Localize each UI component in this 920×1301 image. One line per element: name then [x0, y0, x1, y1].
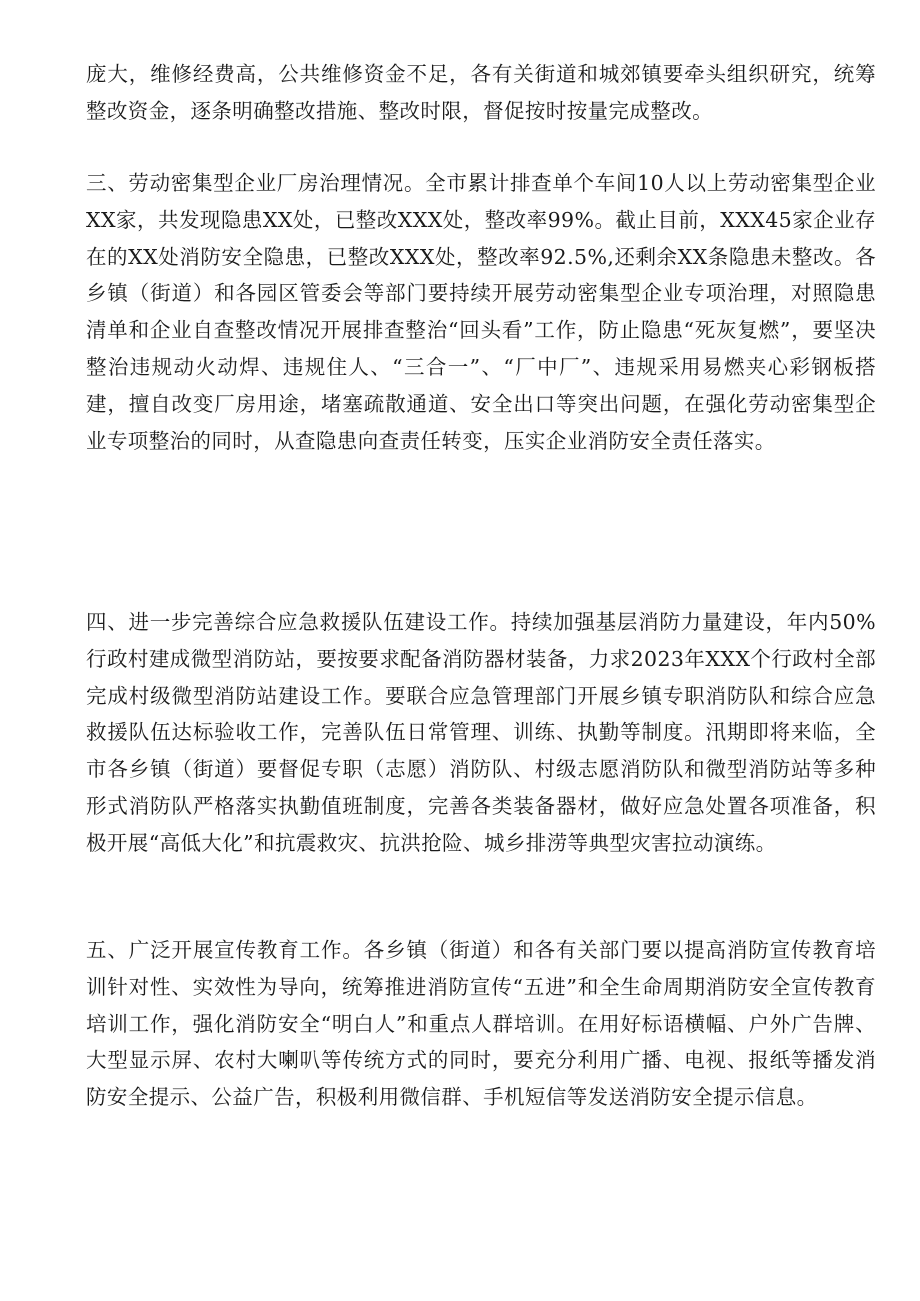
paragraph-continuation: 庞大，维修经费高，公共维修资金不足，各有关街道和城郊镇要牵头组织研究，统筹整改资金，逐条明确整改措施、整改时限，督促按时按量完成整改。	[86, 62, 876, 123]
paragraph-section-5-publicity-education: 五、广泛开展宣传教育工作。各乡镇（街道）和各有关部门要以提高消防宣传教育培训针对性、实效性为导向，统筹推进消防宣传“五进”和全生命周期消防安全宣传教育培训工作，强化消防安全“明白人”和重点人群培训。在用好标语横幅、户外广告牌、大型显示屏、农村大喇叭等传统方式的同时，要充分利用广播、电视、报纸等播发消防安全提示、公益广告，积极利用微信群、手机短信等发送消防安全提示信息。	[86, 938, 876, 1110]
paragraph-section-4-rescue-teams: 四、进一步完善综合应急救援队伍建设工作。持续加强基层消防力量建设，年内50%行政村建成微型消防站，要按要求配备消防器材装备，力求2023年XXX个行政村全部完成村级微型消防站建设工作。要联合应急管理部门开展乡镇专职消防队和综合应急救援队伍达标验收工作，完善队伍日常管理、训练、执勤等制度。汛期即将来临，全市各乡镇（街道）要督促专职（志愿）消防队、村级志愿消防队和微型消防站等多种形式消防队严格落实执勤值班制度，完善各类装备器材，做好应急处置各项准备，积极开展“高低大化”和抗震救灾、抗洪抢险、城乡排涝等典型灾害拉动演练。	[86, 610, 876, 855]
paragraph-section-3-factory-governance: 三、劳动密集型企业厂房治理情况。全市累计排查单个车间10人以上劳动密集型企业XX家，共发现隐患XX处，已整改XXX处，整改率99%。截止目前，XXX45家企业存在的XX处消防安全隐患，已整改XXX处，整改率92.5%,还剩余XX条隐患未整改。各乡镇（街道）和各园区管委会等部门要持续开展劳动密集型企业专项治理，对照隐患清单和企业自查整改情况开展排查整治“回头看”工作，防止隐患“死灰复燃”，要坚决整治违规动火动焊、违规住人、“三合一”、“厂中厂”、违规采用易燃夹心彩钢板搭建，擅自改变厂房用途，堵塞疏散通道、安全出口等突出问题，在强化劳动密集型企业专项整治的同时，从查隐患向查责任转变，压实企业消防安全责任落实。	[86, 171, 876, 453]
